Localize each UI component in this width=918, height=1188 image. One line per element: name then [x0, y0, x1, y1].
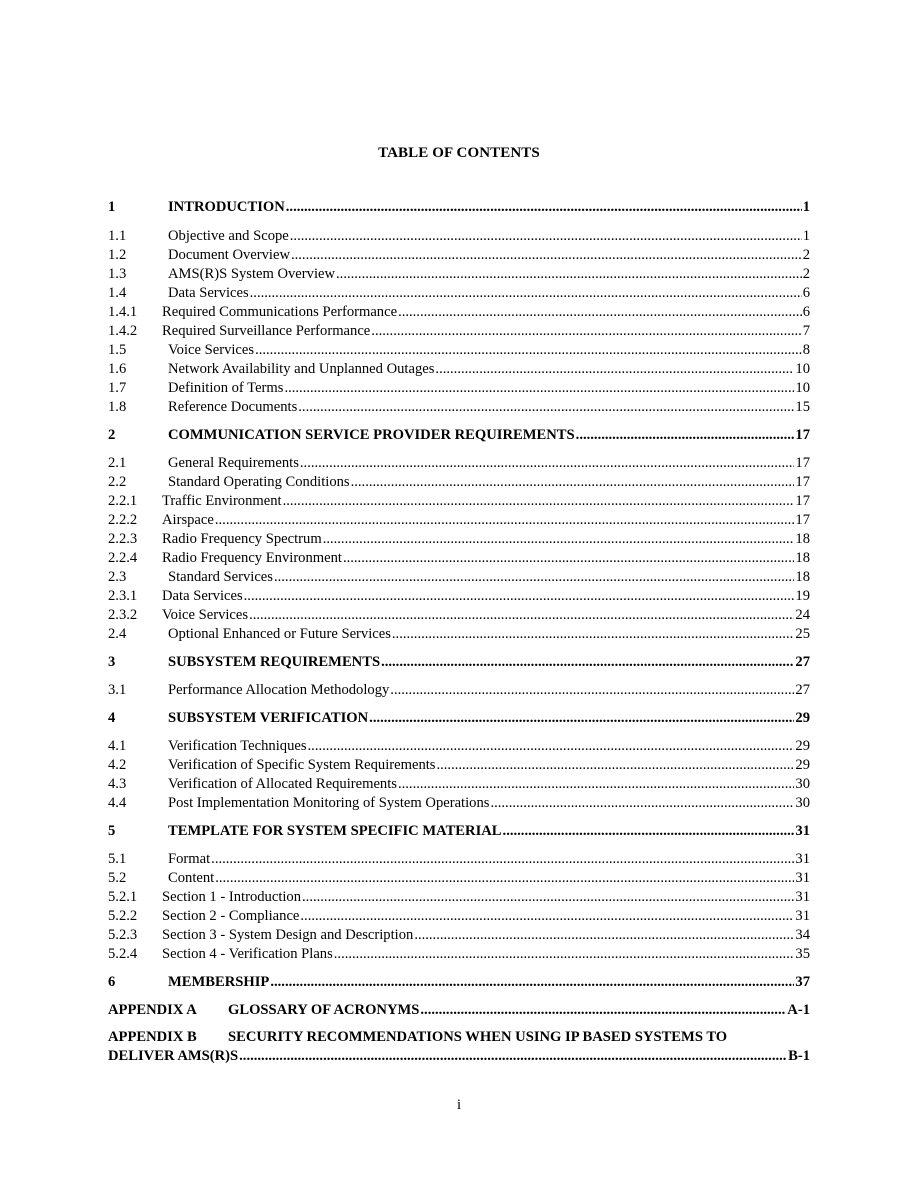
toc-entry-title: Verification of Specific System Requirements — [168, 757, 436, 773]
toc-entry-page: 19 — [795, 588, 810, 604]
toc-entry[interactable] — [108, 398, 810, 417]
toc-entry-title: Section 2 - Compliance — [162, 908, 300, 924]
dot-leader — [392, 625, 795, 644]
dot-leader — [490, 794, 794, 813]
toc-entry[interactable] — [108, 869, 810, 888]
toc-entry-title: Voice Services — [162, 607, 249, 623]
toc-entry-title: Radio Frequency Environment — [162, 550, 342, 566]
toc-entry[interactable] — [108, 426, 810, 445]
toc-entry-title: Document Overview — [168, 247, 290, 263]
toc-entry-page: 18 — [795, 531, 810, 547]
appendix-b-heading — [108, 1028, 810, 1047]
toc-entry-title: Objective and Scope — [168, 228, 289, 244]
dot-leader — [351, 473, 795, 492]
toc-entry[interactable] — [108, 303, 810, 322]
toc-entry-number: 2.3.2 — [108, 607, 138, 623]
toc-entry-page: 29 — [795, 738, 810, 754]
toc-entry-title: Section 1 - Introduction — [162, 889, 302, 905]
appendix-b-continuation — [108, 1047, 810, 1066]
toc-entry-number: 4.1 — [108, 738, 127, 754]
page-title: TABLE OF CONTENTS — [378, 145, 540, 161]
toc-entry-number: 2.4 — [108, 626, 127, 642]
toc-entry-page: 17 — [795, 455, 810, 471]
toc-entry-title: INTRODUCTION — [168, 199, 285, 215]
toc-entry-page: 17 — [795, 427, 810, 443]
dot-leader — [369, 709, 794, 728]
dot-leader — [290, 227, 802, 246]
dot-leader — [398, 303, 802, 322]
dot-leader — [323, 530, 795, 549]
dot-leader — [435, 360, 794, 379]
toc-entry-number: 5.2 — [108, 870, 127, 886]
toc-entry-page: 30 — [795, 776, 810, 792]
toc-entry-number: 1.4.2 — [108, 323, 138, 339]
toc-entry-title: SUBSYSTEM REQUIREMENTS — [168, 654, 381, 670]
toc-entry-number: 4.3 — [108, 776, 127, 792]
toc-entry-page: 35 — [795, 946, 810, 962]
toc-entry[interactable] — [108, 284, 810, 303]
toc-entry-page: 29 — [795, 757, 810, 773]
toc-entry-page: 6 — [802, 285, 810, 301]
toc-entry-page: 31 — [795, 889, 810, 905]
dot-leader — [298, 398, 794, 417]
toc-entry[interactable] — [108, 737, 810, 756]
toc-entry-page: B-1 — [788, 1048, 810, 1064]
dot-leader — [300, 454, 795, 473]
dot-leader — [343, 549, 794, 568]
toc-entry-number: 1.2 — [108, 247, 127, 263]
toc-entry-number: 3.1 — [108, 682, 127, 698]
toc-entry-title: Section 4 - Verification Plans — [162, 946, 333, 962]
toc-entry[interactable] — [108, 265, 810, 284]
toc-entry-number: 1.5 — [108, 342, 127, 358]
dot-leader — [284, 379, 794, 398]
toc-entry-number: 1.4 — [108, 285, 127, 301]
toc-entry-page: 37 — [795, 974, 810, 990]
toc-entry-number: 1.4.1 — [108, 304, 138, 320]
dot-leader — [576, 426, 795, 445]
toc-entry-number: APPENDIX A — [108, 1002, 197, 1018]
dot-leader — [286, 198, 802, 217]
toc-entry[interactable] — [108, 794, 810, 813]
toc-entry-number: 1.1 — [108, 228, 127, 244]
toc-entry-title: COMMUNICATION SERVICE PROVIDER REQUIREMENTS — [168, 427, 575, 443]
toc-entry-number: 1.6 — [108, 361, 127, 377]
toc-entry-title: Reference Documents — [168, 399, 298, 415]
dot-leader — [308, 737, 795, 756]
dot-leader — [336, 265, 802, 284]
toc-entry-title: Standard Services — [168, 569, 273, 585]
toc-entry[interactable] — [108, 973, 810, 992]
toc-entry-number: 6 — [108, 974, 116, 990]
dot-leader — [503, 822, 795, 841]
toc-entry[interactable] — [108, 379, 810, 398]
toc-entry-title: Section 3 - System Design and Description — [162, 927, 414, 943]
toc-entry-title: TEMPLATE FOR SYSTEM SPECIFIC MATERIAL — [168, 823, 502, 839]
dot-leader — [390, 681, 794, 700]
dot-leader — [215, 869, 794, 888]
toc-entry-title: Verification Techniques — [168, 738, 307, 754]
dot-leader — [255, 341, 802, 360]
page-number: i — [456, 1097, 462, 1113]
toc-entry-page: 25 — [795, 626, 810, 642]
toc-entry-title: General Requirements — [168, 455, 299, 471]
toc-entry-number: 4 — [108, 710, 116, 726]
toc-entry-page: 18 — [795, 569, 810, 585]
toc-entry-page: 2 — [802, 247, 810, 263]
toc-entry-title: Airspace — [162, 512, 214, 528]
toc-entry-page: 27 — [795, 682, 810, 698]
dot-leader — [381, 653, 794, 672]
dot-leader — [215, 511, 795, 530]
dot-leader — [414, 926, 794, 945]
toc-entry[interactable] — [108, 511, 810, 530]
toc-entry-title: Standard Operating Conditions — [168, 474, 350, 490]
toc-entry-title-continued: DELIVER AMS(R)S — [108, 1048, 239, 1064]
toc-entry[interactable] — [108, 530, 810, 549]
toc-entry[interactable] — [108, 454, 810, 473]
toc-entry-number: 4.2 — [108, 757, 127, 773]
toc-entry-title: Traffic Environment — [162, 493, 282, 509]
toc-entry-page: 10 — [795, 361, 810, 377]
toc-entry-number: 5.2.3 — [108, 927, 138, 943]
toc-entry-page: 1 — [802, 228, 810, 244]
toc-entry-page: 10 — [795, 380, 810, 396]
toc-entry-number: 1.7 — [108, 380, 127, 396]
toc-entry-number: 2 — [108, 427, 116, 443]
toc-entry-title: Definition of Terms — [168, 380, 284, 396]
dot-leader — [249, 606, 794, 625]
toc-entry-number: APPENDIX B — [108, 1029, 197, 1045]
dot-leader — [436, 756, 794, 775]
toc-entry-number: 2.3.1 — [108, 588, 138, 604]
toc-entry-page: 8 — [802, 342, 810, 358]
dot-leader — [300, 907, 794, 926]
toc-entry-page: 2 — [802, 266, 810, 282]
toc-entry-title: Required Communications Performance — [162, 304, 398, 320]
toc-entry-title: Post Implementation Monitoring of System Operations — [168, 795, 490, 811]
dot-leader — [371, 322, 801, 341]
toc-entry-title: Optional Enhanced or Future Services — [168, 626, 391, 642]
toc-entry-number: 5.2.4 — [108, 946, 138, 962]
toc-entry[interactable] — [108, 246, 810, 265]
toc-entry-page: 27 — [795, 654, 810, 670]
toc-entry-title: GLOSSARY OF ACRONYMS — [228, 1002, 420, 1018]
toc-entry-page: 31 — [795, 908, 810, 924]
toc-entry[interactable] — [108, 625, 810, 644]
toc-entry-title: Verification of Allocated Requirements — [168, 776, 397, 792]
toc-entry[interactable] — [108, 653, 810, 672]
toc-entry-number: 5.1 — [108, 851, 127, 867]
toc-entry-number: 1 — [108, 199, 116, 215]
toc-entry-number: 1.3 — [108, 266, 127, 282]
toc-entry[interactable] — [108, 549, 810, 568]
toc-entry[interactable] — [108, 360, 810, 379]
toc-entry-number: 5.2.1 — [108, 889, 138, 905]
dot-leader — [302, 888, 794, 907]
dot-leader — [334, 945, 795, 964]
toc-entry[interactable] — [108, 606, 810, 625]
toc-entry-page: 24 — [795, 607, 810, 623]
dot-leader — [270, 973, 794, 992]
toc-entry-number: 2.3 — [108, 569, 127, 585]
toc-entry[interactable] — [108, 822, 810, 841]
toc-entry-title: Radio Frequency Spectrum — [162, 531, 322, 547]
toc-entry-title: Network Availability and Unplanned Outages — [168, 361, 435, 377]
toc-entry[interactable] — [108, 907, 810, 926]
toc-entry-page: 6 — [802, 304, 810, 320]
toc-entry-page: 17 — [795, 512, 810, 528]
toc-entry[interactable] — [108, 198, 810, 217]
toc-entry-title: Data Services — [162, 588, 243, 604]
toc-entry-page: 30 — [795, 795, 810, 811]
toc-entry[interactable] — [108, 227, 810, 246]
toc-entry-number: 3 — [108, 654, 116, 670]
dot-leader — [244, 587, 795, 606]
toc-entry-title: MEMBERSHIP — [168, 974, 270, 990]
dot-leader — [398, 775, 794, 794]
dot-leader — [283, 492, 795, 511]
toc-entry-title: Data Services — [168, 285, 249, 301]
toc-entry-page: 31 — [795, 823, 810, 839]
toc-entry[interactable] — [108, 341, 810, 360]
toc-entry-title: Format — [168, 851, 211, 867]
toc-entry-number: 5 — [108, 823, 116, 839]
toc-entry-page: 1 — [802, 199, 810, 215]
toc-entry-number: 2.2.3 — [108, 531, 138, 547]
toc-entry[interactable] — [108, 1001, 810, 1020]
toc-entry[interactable] — [108, 568, 810, 587]
toc-entry-number: 2.2.1 — [108, 493, 138, 509]
toc-entry[interactable] — [108, 681, 810, 700]
toc-entry-page: 7 — [802, 323, 810, 339]
toc-entry-title: Content — [168, 870, 215, 886]
toc-entry[interactable] — [108, 945, 810, 964]
toc-entry[interactable] — [108, 709, 810, 728]
toc-entry-page: 15 — [795, 399, 810, 415]
toc-entry-page: 34 — [795, 927, 810, 943]
dot-leader — [291, 246, 802, 265]
toc-entry-number: 5.2.2 — [108, 908, 138, 924]
toc-entry-title: SUBSYSTEM VERIFICATION — [168, 710, 369, 726]
toc-entry[interactable] — [108, 473, 810, 492]
dot-leader — [250, 284, 802, 303]
toc-entry-page: A-1 — [787, 1002, 810, 1018]
toc-entry-page: 17 — [795, 493, 810, 509]
toc-entry-page: 31 — [795, 870, 810, 886]
dot-leader — [239, 1047, 787, 1066]
toc-entry-page: 29 — [795, 710, 810, 726]
toc-entry-number: 2.2 — [108, 474, 127, 490]
toc-entry-title: Performance Allocation Methodology — [168, 682, 390, 698]
toc-entry-number: 4.4 — [108, 795, 127, 811]
toc-entry-page: 18 — [795, 550, 810, 566]
toc-entry-title: AMS(R)S System Overview — [168, 266, 336, 282]
toc-entry-number: 2.1 — [108, 455, 127, 471]
toc-entry[interactable] — [108, 926, 810, 945]
toc-entry-page: 17 — [795, 474, 810, 490]
toc-entry[interactable] — [108, 322, 810, 341]
toc-entry-page: 31 — [795, 851, 810, 867]
toc-entry[interactable] — [108, 850, 810, 869]
toc-entry[interactable] — [108, 775, 810, 794]
dot-leader — [274, 568, 794, 587]
toc-entry[interactable] — [108, 756, 810, 775]
dot-leader — [420, 1001, 786, 1020]
toc-entry[interactable] — [108, 492, 810, 511]
toc-entry-number: 2.2.2 — [108, 512, 138, 528]
toc-entry-title: Voice Services — [168, 342, 255, 358]
toc-entry-number: 2.2.4 — [108, 550, 138, 566]
toc-entry-title: Required Surveillance Performance — [162, 323, 371, 339]
dot-leader — [211, 850, 794, 869]
toc-entry-title: SECURITY RECOMMENDATIONS WHEN USING IP BASED SYSTEMS TO — [228, 1029, 728, 1045]
toc-entry[interactable] — [108, 888, 810, 907]
toc-entry[interactable] — [108, 587, 810, 606]
toc-entry-number: 1.8 — [108, 399, 127, 415]
